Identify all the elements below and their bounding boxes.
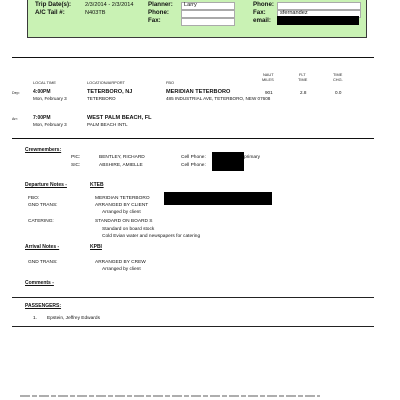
passenger-name: Epstein, Jeffrey Edwards	[47, 316, 100, 321]
dep-airport: TETERBORO	[87, 96, 116, 101]
passengers-divider	[12, 326, 374, 327]
arr-gnd-label: GND TRANS:	[28, 260, 58, 265]
dep-gnd-sub: Arranged by client	[102, 210, 141, 215]
dep-catering-sub2: Cold Evian water and newspapers for catering	[102, 234, 201, 239]
comments-title: Comments -	[25, 280, 54, 286]
col-fbo: FBO	[166, 80, 174, 85]
phone-label: Phone:	[148, 9, 169, 16]
arr-date: Mon, February 3	[33, 122, 67, 127]
dep-flt-time: 2.8	[300, 90, 307, 95]
arr-city: WEST PALM BEACH, FL	[87, 115, 152, 121]
fax-label: Fax:	[148, 17, 161, 24]
dep-catering-value: STANDARD ON BOARD S	[95, 219, 153, 224]
crew-title: Crewmembers:	[25, 147, 62, 153]
pic-name: BENTLEY, RICHARD	[99, 155, 145, 160]
dep-city: TETERBORO, NJ	[87, 89, 133, 95]
email-label: email:	[253, 17, 271, 24]
comments-divider	[12, 297, 374, 298]
col-naut: NAUT	[263, 72, 274, 77]
dep-fbo-value: MERIDIAN TETERBORO	[95, 196, 150, 201]
itinerary-table	[12, 57, 374, 139]
email-redaction	[277, 16, 359, 25]
dep-gnd-value: ARRANGED BY CLIENT	[95, 203, 149, 208]
arr-gnd-sub: Arranged by client	[102, 267, 141, 272]
arr-tag: Arr:	[12, 117, 18, 121]
arr-airport: PALM BEACH INTL	[87, 122, 128, 127]
planner-label: Planner:	[148, 1, 173, 8]
arr-gnd-value: ARRANGED BY CREW	[95, 260, 146, 265]
arrival-notes-code: KPBI	[90, 244, 102, 250]
dep-catering-sub1: Standard on board stock	[102, 227, 155, 232]
trip-dates-value: 2/3/2014 - 2/3/2014	[85, 1, 134, 8]
tail-label: A/C Tail #:	[35, 9, 65, 16]
dep-fbo-label: FBO:	[28, 196, 40, 201]
right-phone-field	[277, 2, 361, 10]
col-local-time: LOCAL TIME	[33, 80, 56, 85]
right-fax-value: sfernandez	[280, 10, 308, 16]
col-time: TIME	[333, 72, 343, 77]
fax-field	[181, 18, 235, 26]
col-miles: MILES	[262, 77, 274, 82]
sic-name: ABSHIRE, AMIELLE	[99, 163, 143, 168]
right-phone-label: Phone:	[253, 1, 274, 8]
dep-time-chg: 0.0	[335, 90, 342, 95]
col-chg: CHG.	[333, 77, 343, 82]
right-fax-label: Fax:	[253, 9, 266, 16]
dep-tag: Dep:	[12, 91, 20, 95]
tail-value: N403TB	[85, 9, 106, 16]
passenger-num: 1.	[33, 316, 38, 321]
trip-header-box	[27, 0, 367, 38]
col-flt-time: TIME	[298, 77, 308, 82]
col-flt: FLT	[299, 72, 306, 77]
passengers-title: PASSENGERS:	[25, 303, 62, 309]
dep-fbo-name: MERIDIAN TETERBORO	[166, 89, 231, 95]
dep-date: Mon, February 3	[33, 96, 67, 101]
pic-phone-label: Cell Phone:	[181, 155, 206, 160]
dep-catering-label: CATERING:	[28, 219, 54, 224]
fbo-phone-redaction	[164, 192, 272, 205]
dep-time: 4:00PM	[33, 89, 51, 95]
sic-label: SIC:	[71, 163, 81, 168]
col-location: LOCATION/AIRPORT	[87, 80, 125, 85]
footer-fine-print	[20, 395, 320, 397]
pic-label: PIC:	[71, 155, 81, 160]
trip-dates-label: Trip Date(s):	[35, 1, 72, 8]
pic-primary: primary	[244, 155, 260, 160]
departure-notes-code: KTEB	[90, 182, 104, 188]
arr-time: 7:00PM	[33, 115, 51, 121]
dep-miles: 901	[265, 90, 273, 95]
planner-value: Larry	[184, 2, 197, 8]
departure-notes-title: Departure Notes -	[25, 182, 67, 188]
sic-phone-redaction	[212, 161, 244, 171]
dep-fbo-address: 485 INDUSTRIAL AVE, TETERBORO, NEW 07608	[166, 96, 271, 101]
phone-field	[181, 10, 235, 18]
dep-gnd-label: GND TRANS:	[28, 203, 58, 208]
sic-phone-label: Cell Phone:	[181, 163, 206, 168]
arrival-notes-title: Arrival Notes -	[25, 244, 60, 250]
